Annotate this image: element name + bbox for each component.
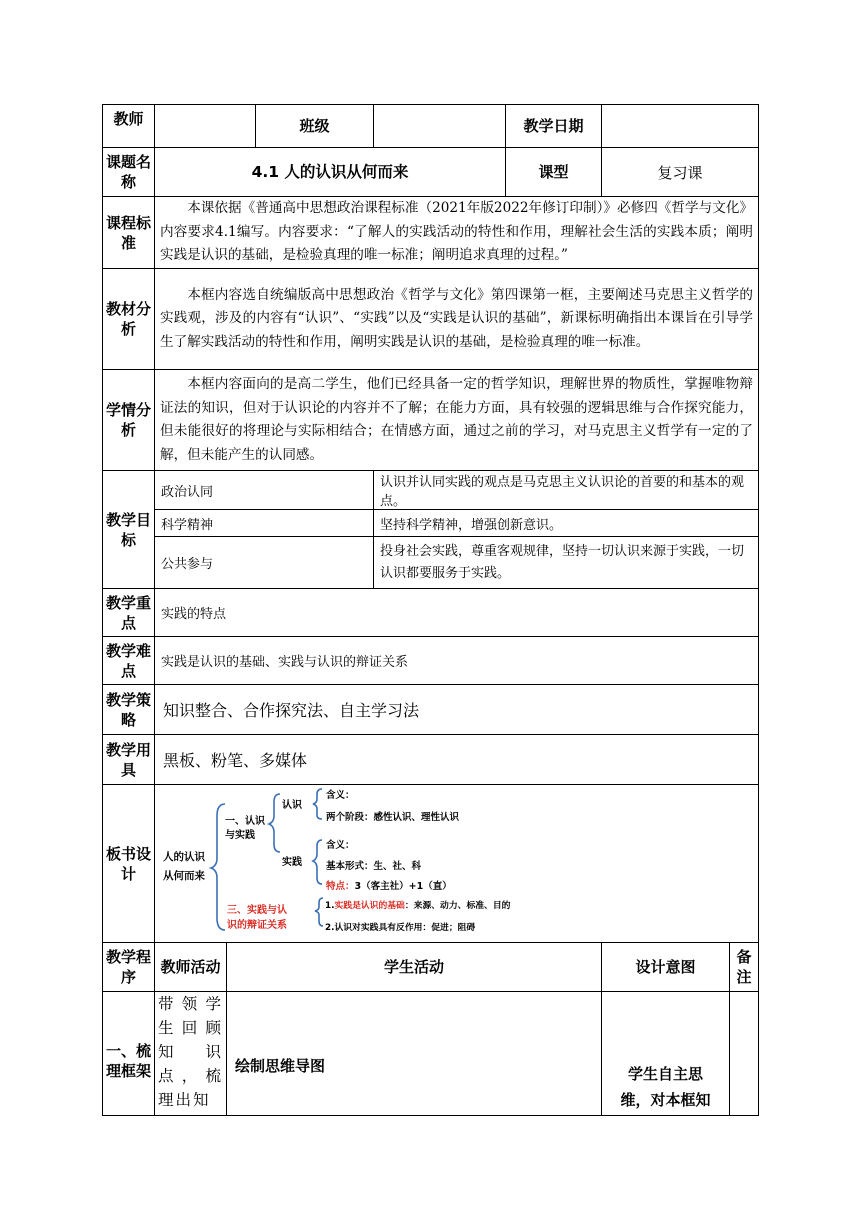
process-step-label: 教学程序 (103, 943, 155, 992)
practice-features (326, 880, 452, 892)
board-label: 板书设计 (103, 785, 155, 943)
goal-name-1: 政治认同 (155, 471, 374, 510)
process-teacher-label: 教师活动 (155, 943, 227, 992)
date-value (602, 105, 759, 148)
cognition-stages: 两个阶段：感性认识、理性认识 (326, 811, 460, 823)
difficulty-label: 教学难点 (103, 637, 155, 685)
goal-row-2 (103, 510, 759, 537)
lesson-plan (102, 104, 758, 1116)
board-row (103, 785, 759, 943)
goal-text-3: 投身社会实践，尊重客观规律，坚持一切认识来源于实践，一切认识都要服务于实践。 (374, 537, 759, 589)
tools-label: 教学用具 (103, 735, 155, 785)
practice-forms: 基本形式：生、社、科 (326, 860, 422, 872)
header-row (103, 105, 759, 148)
tools-row (103, 735, 759, 785)
curriculum-row (103, 197, 759, 269)
branch2-line1: 三、实践与认 (227, 904, 287, 916)
date-label: 教学日期 (506, 105, 602, 148)
branch1-line2: 与实践 (225, 829, 255, 841)
title-row (103, 148, 759, 197)
process-header-row (103, 943, 759, 992)
process-student-label: 学生活动 (227, 943, 602, 992)
curriculum-label: 课程标准 (103, 197, 155, 269)
goal-row-3 (103, 537, 759, 589)
process-row-1 (103, 992, 759, 1116)
relation-1-prefix: 1. (325, 900, 335, 911)
key-point-label: 教学重点 (103, 589, 155, 637)
root-line1: 人的认识 (163, 850, 205, 863)
step-1-notes (730, 992, 759, 1116)
branch1-line1: 一、认识 (225, 815, 265, 827)
textbook-text: 本框内容选自统编版高中思想政治《哲学与文化》第四课第一框，主要阐述马克思主义哲学的实践观，涉及的内容有“认识”、“实践”以及“实践是认识的基础”，新课标明确指出本课旨在引导学生了解实践活动的特性和作用，阐明实践是认识的基础，是检验真理的唯一标准。 (155, 269, 759, 370)
title-label: 课题名称 (103, 148, 155, 197)
strategy-row (103, 685, 759, 735)
difficulty-row (103, 637, 759, 685)
board-diagram-cell (155, 785, 759, 943)
type-value: 复习课 (602, 148, 759, 197)
students-row (103, 370, 759, 471)
difficulty-text: 实践是认识的基础、实践与认识的辩证关系 (155, 637, 759, 685)
goal-row-1 (103, 471, 759, 510)
students-text: 本框内容面向的是高二学生，他们已经具备一定的哲学知识，理解世界的物质性，掌握唯物辩证法的知识，但对于认识论的内容并不了解；在能力方面，具有较强的逻辑思维与合作探究能力，但未能很好的将理论与实际相结合；在情感方面，通过之前的学习，对马克思主义哲学有一定的了解，但未能产生的认同感。 (155, 370, 759, 471)
strategy-label: 教学策略 (103, 685, 155, 735)
goal-name-3: 公共参与 (155, 537, 374, 589)
branch2-line2: 识的辩证关系 (227, 919, 287, 931)
practice-meaning: 含义： (326, 839, 355, 851)
textbook-label: 教材分析 (103, 269, 155, 370)
lesson-plan-table (102, 104, 759, 1116)
root-line2: 从何而来 (163, 869, 205, 882)
step-1-student: 绘制思维导图 (227, 992, 602, 1116)
cognition-meaning: 含义： (326, 789, 355, 801)
students-label: 学情分析 (103, 370, 155, 471)
key-point-row (103, 589, 759, 637)
process-intent-label: 设计意图 (602, 943, 730, 992)
goal-text-2: 坚持科学精神，增强创新意识。 (374, 510, 759, 537)
teacher-label: 教师 (103, 105, 155, 148)
feature-label: 特点： (326, 880, 355, 892)
type-label: 课型 (506, 148, 602, 197)
step-1-intent: 学生自主思维，对本框知 (602, 992, 730, 1116)
step-1-label: 一、梳理框架 (103, 992, 155, 1116)
sub-practice: 实践 (282, 856, 302, 868)
process-notes-label: 备注 (730, 943, 759, 992)
key-point-text: 实践的特点 (155, 589, 759, 637)
step-1-teacher: 带领学生回顾知识点，梳理出知 (155, 992, 227, 1116)
textbook-row (103, 269, 759, 370)
teacher-value (155, 105, 256, 148)
goal-text-1: 认识并认同实践的观点是马克思主义认识论的首要的和基本的观点。 (374, 471, 759, 510)
class-value (374, 105, 506, 148)
relation-1 (325, 899, 511, 911)
relation-1-red: 实践是认识的基础 (334, 900, 405, 911)
lesson-title: 4.1 人的认识从何而来 (155, 148, 506, 197)
goal-name-2: 科学精神 (155, 510, 374, 537)
strategy-text: 知识整合、合作探究法、自主学习法 (155, 685, 759, 735)
sub-cognition: 认识 (282, 799, 302, 811)
board-mindmap (155, 786, 755, 942)
feature-text: 3（客主社）+1（直） (354, 880, 452, 892)
class-label: 班级 (256, 105, 374, 148)
relation-1-rest: ：来源、动力、标准、目的 (404, 900, 511, 911)
relation-2: 2.认识对实践具有反作用：促进；阻碍 (325, 922, 476, 933)
tools-text: 黑板、粉笔、多媒体 (155, 735, 759, 785)
goals-label: 教学目标 (103, 471, 155, 589)
curriculum-text: 本课依据《普通高中思想政治课程标准（2021年版2022年修订印制）》必修四《哲学与文化》内容要求4.1编写。内容要求：“了解人的实践活动的特性和作用，理解社会生活的实践本质；阐明实践是认识的基础，是检验真理的唯一标准；阐明追求真理的过程。” (155, 197, 759, 269)
